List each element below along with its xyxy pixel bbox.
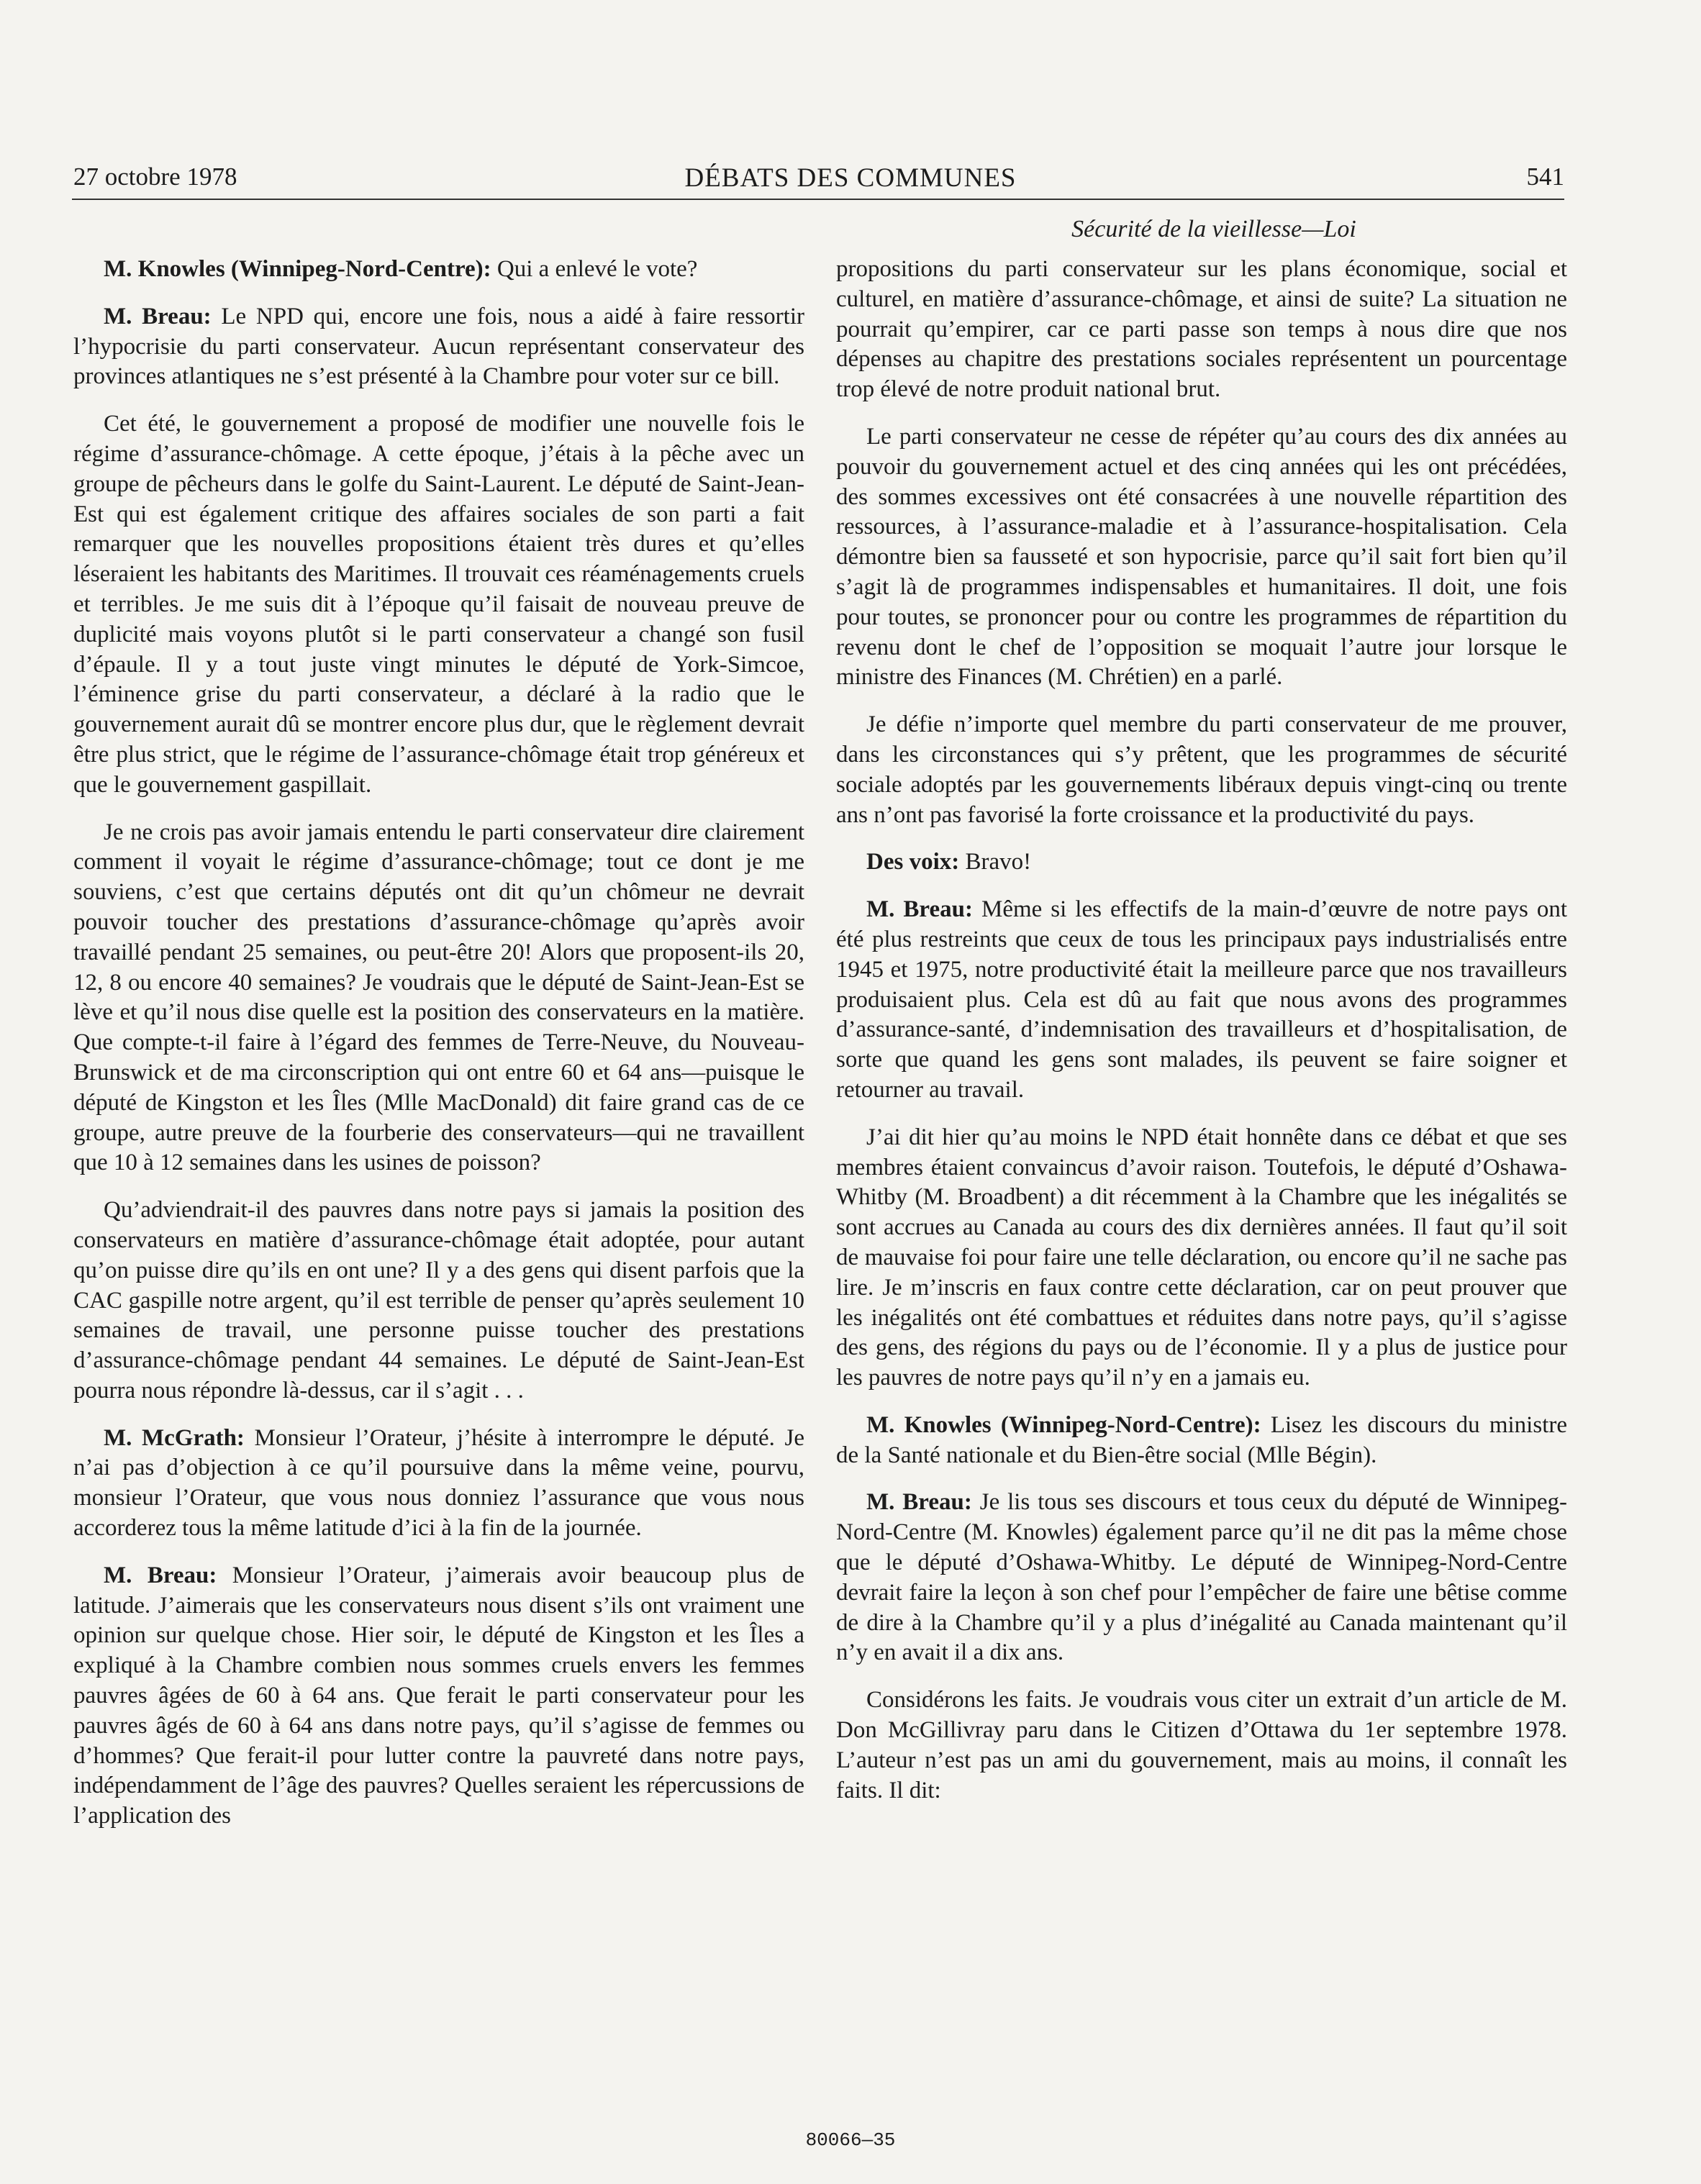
paragraph-text: Bravo! (959, 849, 1032, 875)
header-title: DÉBATS DES COMMUNES (684, 163, 1017, 193)
paragraph (73, 1424, 804, 1544)
paragraph (73, 818, 804, 1179)
left-column (73, 255, 804, 1849)
paragraph (836, 1685, 1567, 1806)
paragraph-text: Le parti conservateur ne cesse de répéter qu’au cours des dix années au pouvoir du gouvernement actuel et des cinq années qui les ont précédées, des sommes excessives ont été consacrées à une nouvelle répartition des ressources, à l’assurance-maladie et à l’assurance-hospitalisation. Cela démontre bien sa fausseté et son hypocrisie, parce qu’il sait fort bien qu’il s’agit là de programmes indispensables et humanitaires. Il doit, une fois pour toutes, se prononcer pour ou contre les programmes de répartition du revenu dont le chef de l’opposition se moquait l’autre jour lorsque le ministre des Finances (M. Chrétien) en a parlé. (836, 423, 1567, 691)
paragraph (836, 710, 1567, 830)
paragraph (73, 302, 804, 392)
header-page-number: 541 (1526, 163, 1564, 191)
paragraph (73, 409, 804, 800)
paragraph (73, 255, 804, 285)
speaker-name: M. McGrath: (104, 1424, 245, 1451)
paragraph-text: Je ne crois pas avoir jamais entendu le parti conservateur dire clairement comment il voyait le régime d’assurance-chômage; tout ce dont je me souviens, c’est que certains députés ont dit qu’un chômeur ne devrait pouvoir toucher des prestations d’assurance-chômage qu’après avoir travaillé pendant 25 semaines, ou peut-être 20! Alors que proposent-ils 20, 12, 8 ou encore 40 semaines? Je voudrais que le député de Saint-Jean-Est se lève et qu’il nous dise quelle est la position des conservateurs en la matière. Que compte-t-il faire à l’égard des femmes de Terre-Neuve, du Nouveau-Brunswick et de ma circonscription qui ont entre 60 et 64 ans—puisque le député de Kingston et les Îles (Mlle MacDonald) dit faire grand cas de ce groupe, autre preuve de la fourberie des conservateurs—qui ne travaillent que 10 à 12 semaines dans les usines de poisson? (73, 819, 804, 1176)
paragraph (73, 1561, 804, 1832)
paragraph-text: Je défie n’importe quel membre du parti conservateur de me prouver, dans les circonstances qui s’y prêtent, que les programmes de sécurité sociale adoptés par les gouvernements libéraux depuis vingt-cinq ou trente ans n’ont pas favorisé la forte croissance et la productivité du pays. (836, 711, 1567, 828)
running-subheader: Sécurité de la vieillesse—Loi (1071, 216, 1356, 242)
speaker-name: M. Breau: (104, 303, 212, 329)
paragraph (836, 1411, 1567, 1471)
right-column (836, 255, 1567, 1823)
paragraph (836, 422, 1567, 693)
paragraph-text: Cet été, le gouvernement a proposé de modifier une nouvelle fois le régime d’assurance-chômage. A cette époque, j’étais à la pêche avec un groupe de pêcheurs dans le golfe du Saint-Laurent. Le député de Saint-Jean-Est qui est également critique des affaires sociales de son parti a fait remarquer que les nouvelles propositions étaient très dures et qu’elles léseraient les habitants des Maritimes. Il trouvait ces réaménagements cruels et terribles. Je me suis dit à l’époque qu’il faisait de nouveau preuve de duplicité mais voyons plutôt si le parti conservateur a changé son fusil d’épaule. Il y a tout juste vingt minutes le député de York-Simcoe, l’éminence grise du parti conservateur, a déclaré à la radio que le gouvernement aurait dû se montrer encore plus dur, que le règlement devrait être plus strict, que le régime de l’assurance-chômage était trop généreux et que le gouvernement gaspillait. (73, 411, 804, 798)
paragraph (73, 1196, 804, 1406)
paragraph-text: propositions du parti conservateur sur les plans économique, social et culturel, en matière d’assurance-chômage, et ainsi de suite? La situation ne pourrait qu’empirer, car ce parti passe son temps à nous dire que nos dépenses au chapitre des prestations sociales représentent un pourcentage trop élevé de notre produit national brut. (836, 256, 1567, 403)
speaker-name: M. Breau: (866, 896, 973, 923)
paragraph-text: Je lis tous ses discours et tous ceux du député de Winnipeg-Nord-Centre (M. Knowles) également parce qu’il ne dit pas la même chose que le député d’Oshawa-Whitby. Le député de Winnipeg-Nord-Centre devrait faire la leçon à son chef pour l’empêcher de faire une bêtise comme de dire à la Chambre qu’il y a plus d’inégalité au Canada maintenant qu’il n’y en avait il a dix ans. (836, 1489, 1567, 1666)
paragraph-text: Considérons les faits. Je voudrais vous citer un extrait d’un article de M. Don McGillivray paru dans le Citizen d’Ottawa du 1er septembre 1978. L’auteur n’est pas un ami du gouvernement, mais au moins, il connaît les faits. Il dit: (836, 1687, 1567, 1803)
header-rule (72, 199, 1564, 200)
paragraph-text: Le NPD qui, encore une fois, nous a aidé à faire ressortir l’hypocrisie du parti conservateur. Aucun représentant conservateur des provinces atlantiques ne s’est présenté à la Chambre pour voter sur ce bill. (73, 303, 804, 390)
paragraph-text: Qui a enlevé le vote? (491, 256, 698, 282)
print-code-footer: 80066—35 (805, 2129, 896, 2151)
paragraph (836, 1488, 1567, 1668)
speaker-name: M. Knowles (Winnipeg-Nord-Centre): (866, 1411, 1261, 1438)
paragraph-text: Lisez les discours du ministre de la Santé nationale et du Bien-être social (Mlle Bégin). (836, 1411, 1567, 1468)
speaker-name: Des voix: (866, 849, 960, 875)
speaker-name: M. Breau: (104, 1562, 217, 1588)
paragraph (836, 255, 1567, 405)
paragraph (836, 847, 1567, 878)
paragraph-text: Monsieur l’Orateur, j’hésite à interrompre le député. Je n’ai pas d’objection à ce qu’il poursuive dans la même veine, pourvu, monsieur l’Orateur, que vous nous donniez l’assurance que vous nous accorderez tous la même latitude d’ici à la fin de la journée. (73, 1424, 804, 1542)
paragraph-text: J’ai dit hier qu’au moins le NPD était honnête dans ce débat et que ses membres étaient convaincus d’avoir raison. Toutefois, le député d’Oshawa-Whitby (M. Broadbent) a dit récemment à la Chambre que les inégalités se sont accrues au Canada au cours des dix dernières années. Il faut qu’il soit de mauvaise foi pour faire une telle déclaration, ou encore qu’il ne sache pas lire. Je m’inscris en faux contre cette déclaration, car on peut prouver que les inégalités ont été combattues et réduites dans notre pays, qu’il s’agisse des gens, des régions du pays ou de l’économie. Il y a plus de justice pour les pauvres de notre pays qu’il n’y en a jamais eu. (836, 1124, 1567, 1391)
speaker-name: M. Knowles (Winnipeg-Nord-Centre): (104, 256, 491, 282)
paragraph (836, 1123, 1567, 1393)
paragraph-text: Même si les effectifs de la main-d’œuvre de notre pays ont été plus restreints que ceux de tous les principaux pays industrialisés entre 1945 et 1975, notre productivité était la meilleure parce que nos travailleurs produisaient plus. Cela est dû au fait que nous avons des programmes d’assurance-santé, d’indemnisation des travailleurs et d’hospitalisation, de sorte que quand les gens sont malades, ils peuvent se faire soigner et retourner au travail. (836, 896, 1568, 1103)
paragraph (836, 895, 1567, 1106)
header-date: 27 octobre 1978 (73, 163, 237, 191)
paragraph-text: Qu’adviendrait-il des pauvres dans notre pays si jamais la position des conservateurs en matière d’assurance-chômage était adoptée, pour autant qu’on puisse dire qu’ils en ont une? Il y a des gens qui disent parfois que la CAC gaspille notre argent, qu’il est terrible de penser qu’après seulement 10 semaines de travail, une personne puisse toucher des prestations d’assurance-chômage pendant 44 semaines. Le député de Saint-Jean-Est pourra nous répondre là-dessus, car il s’agit . . . (73, 1197, 804, 1403)
speaker-name: M. Breau: (866, 1489, 972, 1516)
paragraph-text: Monsieur l’Orateur, j’aimerais avoir beaucoup plus de latitude. J’aimerais que les conservateurs nous disent s’ils ont vraiment une opinion sur quelque chose. Hier soir, le député de Kingston et les Îles a expliqué à la Chambre combien nous sommes cruels envers les femmes pauvres âgées de 60 à 64 ans. Que ferait le parti conservateur pour les pauvres âgés de 60 à 64 ans dans notre pays, qu’il s’agisse de femmes ou d’hommes? Que ferait-il pour lutter contre la pauvreté dans notre pays, indépendamment de l’âge des pauvres? Quelles seraient les répercussions de l’application des (73, 1562, 805, 1829)
